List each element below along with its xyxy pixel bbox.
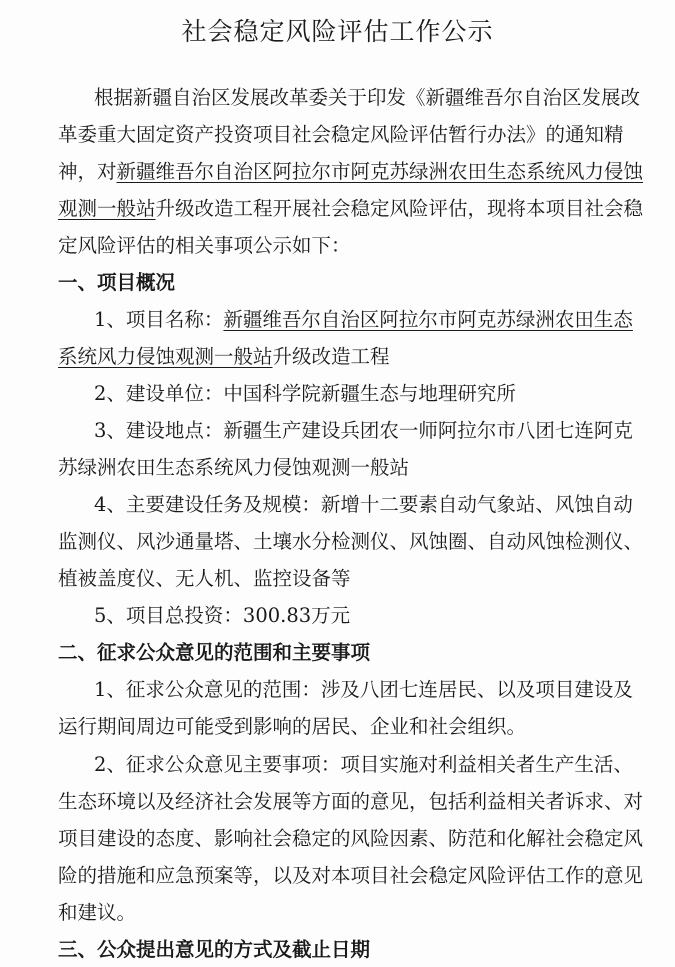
section-2-item-1: 1、征求公众意见的范围：涉及八团七连居民、以及项目建设及	[94, 678, 633, 701]
section-2-item-1-cont: 运行期间周边可能受到影响的居民、企业和社会组织。	[58, 715, 527, 738]
section-1-item-3: 3、建设地点：新疆生产建设兵团农一师阿拉尔市八团七连阿克	[94, 419, 633, 442]
intro-line-5: 定风险评估的相关事项公示如下：	[58, 234, 351, 257]
section-1-item-1-cont	[58, 345, 390, 369]
section-3-heading: 三、公众提出意见的方式及截止日期	[58, 938, 371, 961]
section-1-item-3-cont: 苏绿洲农田生态系统风力侵蚀观测一般站	[58, 456, 410, 479]
document-title: 社会稳定风险评估工作公示	[181, 17, 494, 46]
intro-line-1: 根据新疆自治区发展改革委关于印发《新疆维吾尔自治区发展改	[94, 86, 641, 109]
intro-line-3	[58, 160, 643, 184]
section-2-item-2-cont-1: 生态环境以及经济社会发展等方面的意见，包括利益相关者诉求、对	[58, 790, 644, 813]
section-1-item-4-cont-1: 监测仪、风沙通量塔、土壤水分检测仪、风蚀圈、自动风蚀检测仪、	[58, 530, 644, 553]
section-2-item-2: 2、征求公众意见主要事项：项目实施对利益相关者生产生活、	[94, 753, 633, 776]
section-2-item-2-cont-4: 和建议。	[58, 901, 137, 924]
intro-line-4-text: 升级改造工程开展社会稳定风险评估，现将本项目社会稳	[155, 197, 644, 220]
intro-line-2: 革委重大固定资产投资项目社会稳定风险评估暂行办法》的通知精	[58, 123, 624, 146]
section-1-heading: 一、项目概况	[58, 271, 176, 294]
intro-line-3-text: 神，对	[58, 160, 117, 183]
section-2-heading: 二、征求公众意见的范围和主要事项	[58, 641, 371, 664]
section-1-item-4-cont-2: 植被盖度仪、无人机、监控设备等	[58, 567, 351, 590]
project-name-underlined: 新疆维吾尔自治区阿拉尔市阿克苏绿洲农田生态系统风力侵蚀	[116, 160, 644, 183]
item-1-project-name-cont: 系统风力侵蚀观测一般站	[58, 345, 273, 368]
section-1-item-1	[94, 308, 633, 332]
section-2-item-2-cont-2: 项目建设的态度、影响社会稳定的风险因素、防范和化解社会稳定风	[58, 827, 644, 850]
section-1-item-4: 4、主要建设任务及规模：新增十二要素自动气象站、风蚀自动	[94, 493, 633, 516]
intro-line-4	[58, 197, 643, 221]
project-name-underlined-cont: 观测一般站	[58, 197, 156, 220]
item-1-rest: 升级改造工程	[272, 345, 390, 368]
section-1-item-2: 2、建设单位：中国科学院新疆生态与地理研究所	[94, 382, 516, 405]
item-1-label: 1、项目名称：	[94, 308, 224, 331]
section-2-item-2-cont-3: 险的措施和应急预案等，以及对本项目社会稳定风险评估工作的意见	[58, 864, 644, 887]
section-1-item-5: 5、项目总投资：300.83万元	[94, 604, 351, 627]
item-1-project-name: 新疆维吾尔自治区阿拉尔市阿克苏绿洲农田生态	[223, 308, 633, 331]
